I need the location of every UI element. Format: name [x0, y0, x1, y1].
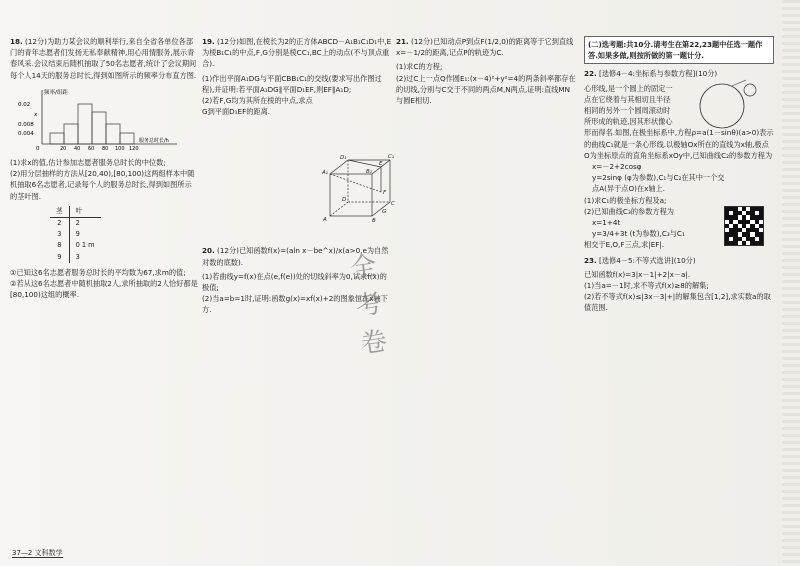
cardioid-figure: [692, 76, 762, 134]
table-row: 9 3: [50, 252, 101, 263]
watermark-stamp: 全 考 卷: [348, 251, 390, 360]
cube-label: G: [382, 209, 387, 215]
stem-head: 茎: [50, 206, 69, 218]
q20-part2: (2)当a=b=1时,证明:函数g(x)=xf(x)+2的图象恒在x轴下方.: [202, 294, 388, 315]
q22-c3-y: y=3/4+3t: [592, 229, 628, 239]
q18-histogram: [12, 86, 182, 152]
q18-stem-leaf: [50, 206, 101, 263]
column-1: [10, 36, 198, 300]
q22-number: 22.: [584, 69, 597, 79]
q21-part2: (2)过C上一点Q作圆E₁:(x－4)²+y²=4的两条斜率都存在的切线,分别与C交于不同的两点M,N两点,证明:直线MN与圆E相切.: [396, 73, 576, 106]
column-3: [396, 36, 576, 106]
hist-var: x: [34, 111, 38, 118]
page-footer: 37—2 文科数学: [12, 549, 63, 557]
qr-code: [724, 206, 764, 246]
q23-intro: 已知函数f(x)=3|x－1|+2|x－a|.: [584, 269, 691, 279]
leaf-head: 叶: [69, 206, 101, 218]
q23-part1: (1)当a=－1时,求不等式f(x)≥8的解集;: [584, 281, 709, 291]
elective-header: (二)选考题:共10分.请考生在第22,23题中任选一题作答.如果多做,则按所做的第一题计分.: [584, 36, 774, 64]
cube-label: B₁: [366, 169, 372, 175]
q18-part2b: ②若从这6名志愿者中随机抽取2人,求所抽取的2人恰好都是[80,100)这组的概率.: [10, 279, 198, 300]
q20-part1: (1)若曲线y=f(x)在点(e,f(e))处的切线斜率为0,试求f(x)的极值;: [202, 271, 387, 293]
q22-c3-x: x=1+4t: [592, 218, 621, 228]
hist-bar: [64, 124, 78, 144]
column-4: (二)选考题:共10分.请考生在第22,23题中任选一题作答.如果多做,则按所做的第一题计分. 22. [选修4－4:坐标系与参数方程](10分) 心形线,是一个圆上的固定一 点在它绕着与其相切且半径 相同的另外一个圆周滚动时 所形成的轨迹,因其形状像心 形而得名.如图,在极坐标系中,方程ρ=a(1－sinθ)(a>0)表示的曲线C₁就是一条心形线.以极轴Ox所在的直线为x轴,极点O为坐标原点的直角坐标系xOy中,已知曲线C₂的参数方程为 x=－2+2cosφ y=2sinφ (φ为参数),C₁与C₂在其中一个交点A(异于点O)在x轴上. (1)求C₁的极坐标方程及a; (2)已知曲线C₃的参数方程为 x=1+4t y=3/4+3t (t为参数),C₃与C₁ 相交于E,O,F三点,求|EF|. 23. [选修4－5:不等式选讲](10分) 已知函数f(x)=3|x－1|+2|x－a|. (1)当a=－1时,求不等式f(x)≥8的解集; (2)若不等式f(x)≤|3x－3|+|的解集包含[1,2],求实数a的取值范围.: [584, 36, 774, 314]
cube-label: F: [383, 190, 387, 196]
q19-part1: (1)作出平面A₁DG与平面CBB₁C₁的交线(要求写出作图过程),并证明:若平面A₁DG∥平面D₁EF,则EF∥A₁D;: [202, 73, 382, 94]
q21-stem: (12分)已知动点P到点F(1/2,0)的距离等于它到直线x=－1/2的距离,记点P的轨迹为C.: [396, 37, 574, 58]
hist-ytick-0: 0.02: [18, 101, 31, 108]
cube-label: C: [391, 201, 395, 207]
q20-stem: (12分)已知函数f(x)=(aln x－be^x)/x(a>0,e为自然对数的底数).: [202, 246, 389, 267]
q23-part2: (2)若不等式f(x)≤|3x－3|+|的解集包含[1,2],求实数a的取值范围.: [584, 292, 771, 313]
q18-part2: (2)用分层抽样的方法从[20,40),[80,100)这两组样本中随机抽取6名志愿者,记录每个人的服务总时长,得到如图所示的茎叶图.: [10, 169, 195, 201]
hist-bar: [120, 133, 134, 144]
q18-part1: (1)求x的值,估计参加志愿者服务总时长的中位数;: [10, 158, 166, 168]
hist-xtick-1: 40: [74, 145, 81, 152]
page-binding-edge: [782, 0, 800, 566]
hist-bar: [50, 133, 64, 144]
hist-bar: [92, 112, 106, 144]
hist-xtick-4: 100: [115, 145, 125, 152]
table-row: 3 9: [50, 229, 101, 240]
hist-xtick-0: 20: [60, 145, 67, 152]
q22-stem: [选修4－4:坐标系与参数方程](10分): [599, 69, 718, 79]
hist-bar: [106, 124, 120, 144]
q22-param-y: y=2sinφ: [592, 173, 622, 183]
hist-xlabel: 服务总时长/h: [139, 137, 169, 144]
cube-label: D₁: [340, 155, 347, 161]
q19-part2: (2)若F,G均为其所在棱的中点,求点G到平面D₁EF的距离.: [202, 96, 313, 117]
hist-ytick-2: 0.004: [18, 130, 34, 137]
hist-ylabel: 频率/组距: [44, 89, 68, 96]
table-row: 2 2: [50, 218, 101, 230]
cube-label: A₁: [322, 170, 328, 176]
cube-label: C₁: [388, 154, 395, 160]
q23-stem: [选修4－5:不等式选讲](10分): [599, 255, 696, 265]
q19-cube-figure: [322, 152, 396, 222]
q22-c3-note: (t为参数),C₃与C₁: [629, 229, 685, 239]
cube-label: B: [372, 218, 376, 222]
hist-ytick-3: 0: [36, 145, 40, 152]
hist-ytick-1: 0.008: [18, 121, 34, 128]
q21-number: 21.: [396, 37, 409, 46]
q21-part1: (1)求C的方程;: [396, 62, 443, 72]
q22-part2: (2)已知曲线C₃的参数方程为: [584, 206, 674, 216]
table-row: 8 0 1 m: [50, 240, 101, 251]
q23-number: 23.: [584, 255, 597, 265]
q20-number: 20.: [202, 246, 215, 256]
cube-label: E: [379, 161, 383, 167]
q22-part2-end: 相交于E,O,F三点,求|EF|.: [584, 240, 665, 250]
q22-param-x: x=－2+2cosφ: [592, 162, 642, 172]
q18-stem: (12分)为助力某会议的顺利举行,来自全省各单位各部门的青年志愿者们发扬无私奉献精神,用心用情服务,展示青春风采.会议结束后随机抽取了50名志愿者,统计了会议期间每个人14天的服务总时长,得到如图所示的频率分布直方图.: [10, 37, 197, 80]
q22-part1: (1)求C₁的极坐标方程及a;: [584, 195, 667, 205]
q22-param-note: (φ为参数),C₁与C₂在其中一个交点A(异于点O)在x轴上.: [592, 173, 725, 194]
hist-xtick-3: 80: [102, 145, 109, 152]
hist-xtick-2: 60: [88, 145, 95, 152]
q18-part2a: ①已知这6名志愿者服务总时长的平均数为67,求m的值;: [10, 267, 186, 277]
hist-xtick-5: 120: [129, 145, 139, 152]
cube-label: D: [342, 197, 347, 203]
q22-intro: 形而得名.如图,在极坐标系中,方程ρ=a(1－sinθ)(a>0)表示的曲线C₁就是一条心形线.以极轴Ox所在的直线为x轴,极点O为坐标原点的直角坐标系xOy中,已知曲线C₂的参数方程为: [584, 128, 774, 160]
q19-number: 19.: [202, 37, 215, 46]
q18-number: 18.: [10, 37, 23, 46]
hist-bar: [78, 104, 92, 144]
q19-stem: (12分)如图,在棱长为2的正方体ABCD－A₁B₁C₁D₁中,E为棱B₁C₁的中点,F,G分别是棱CC₁,BC上的动点(不与顶点重合).: [202, 37, 392, 69]
cube-label: A: [323, 217, 327, 222]
